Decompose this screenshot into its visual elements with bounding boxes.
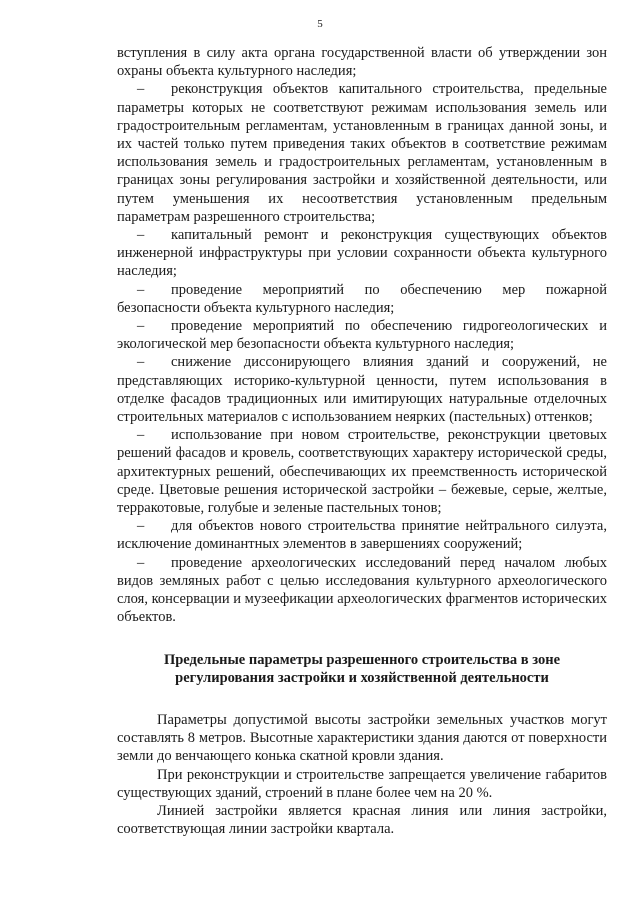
- document-body: [117, 44, 607, 838]
- dash-marker: –: [137, 354, 145, 371]
- intro-continuation: вступления в силу акта органа государственной власти об утверждении зон охраны объекта культурного наследия;: [117, 45, 607, 80]
- list-item: – снижение диссонирующего влияния зданий и сооружений, не представляющих историко-культурной ценности, путем использования в отделке фасадов традиционных или имитирующих натуральные отделочных строительных материалов с использованием неярких (пастельных) оттенков;: [117, 354, 607, 426]
- page-number: 5: [317, 18, 323, 30]
- list-item: – для объектов нового строительства принятие нейтрального силуэта, исключение доминантных элементов в завершениях сооружений;: [117, 518, 607, 553]
- section-paragraph: При реконструкции и строительстве запрещается увеличение габаритов существующих зданий, строений в плане более чем на 20 %.: [117, 766, 607, 801]
- dash-marker: –: [137, 427, 145, 444]
- list-item: – проведение мероприятий по обеспечению гидрогеологических и экологической мер безопасности объекта культурного наследия;: [117, 318, 607, 353]
- dash-marker: –: [137, 227, 145, 244]
- section-heading: [117, 651, 607, 687]
- dash-marker: –: [137, 81, 145, 98]
- list-item: – проведение археологических исследований перед началом любых видов земляных работ с целью исследования культурного археологического слоя, консервации и музеефикации археологических фрагментов исторических объектов.: [117, 554, 607, 626]
- restrictions-list: [117, 80, 607, 626]
- list-item: – реконструкция объектов капитального строительства, предельные параметры которых не соответствуют режимам использования земель или градостроительным регламентам, установленным в границах данной зоны, и их частей только путем приведения таких объектов в соответствие режимам использования земель и градостроительных регламентам, установленным в границах зоны регулирования застройки и хозяйственной деятельности, или путем уменьшения их несоответствия установленным предельным параметрам разрешенного строительства;: [117, 81, 607, 225]
- section-heading-line-2: регулирования застройки и хозяйственной деятельности: [175, 669, 549, 686]
- dash-marker: –: [137, 518, 145, 535]
- dash-marker: –: [137, 554, 145, 571]
- dash-marker: –: [137, 281, 145, 298]
- list-item: – использование при новом строительстве, реконструкции цветовых решений фасадов и кровель, соответствующих характеру исторической среды, архитектурных решений, обеспечивающих их преемственность исторической среде. Цветовые решения исторической застройки – бежевые, серые, желтые, терракотовые, голубые и зеленые пастельных тонов;: [117, 427, 607, 517]
- list-item: – проведение мероприятий по обеспечению мер пожарной безопасности объекта культурного наследия;: [117, 281, 607, 316]
- section-heading-line-1: Предельные параметры разрешенного строительства в зоне: [163, 651, 561, 668]
- list-item: – капитальный ремонт и реконструкция существующих объектов инженерной инфраструктуры при условии сохранности объекта культурного наследия;: [117, 227, 607, 280]
- section-paragraph: Параметры допустимой высоты застройки земельных участков могут составлять 8 метров. Высотные характеристики здания даются от поверхности земли до венчающего конька скатной кровли здания.: [117, 711, 607, 765]
- dash-marker: –: [137, 318, 145, 335]
- section-paragraph: Линией застройки является красная линия или линия застройки, соответствующая линии застройки квартала.: [117, 802, 607, 838]
